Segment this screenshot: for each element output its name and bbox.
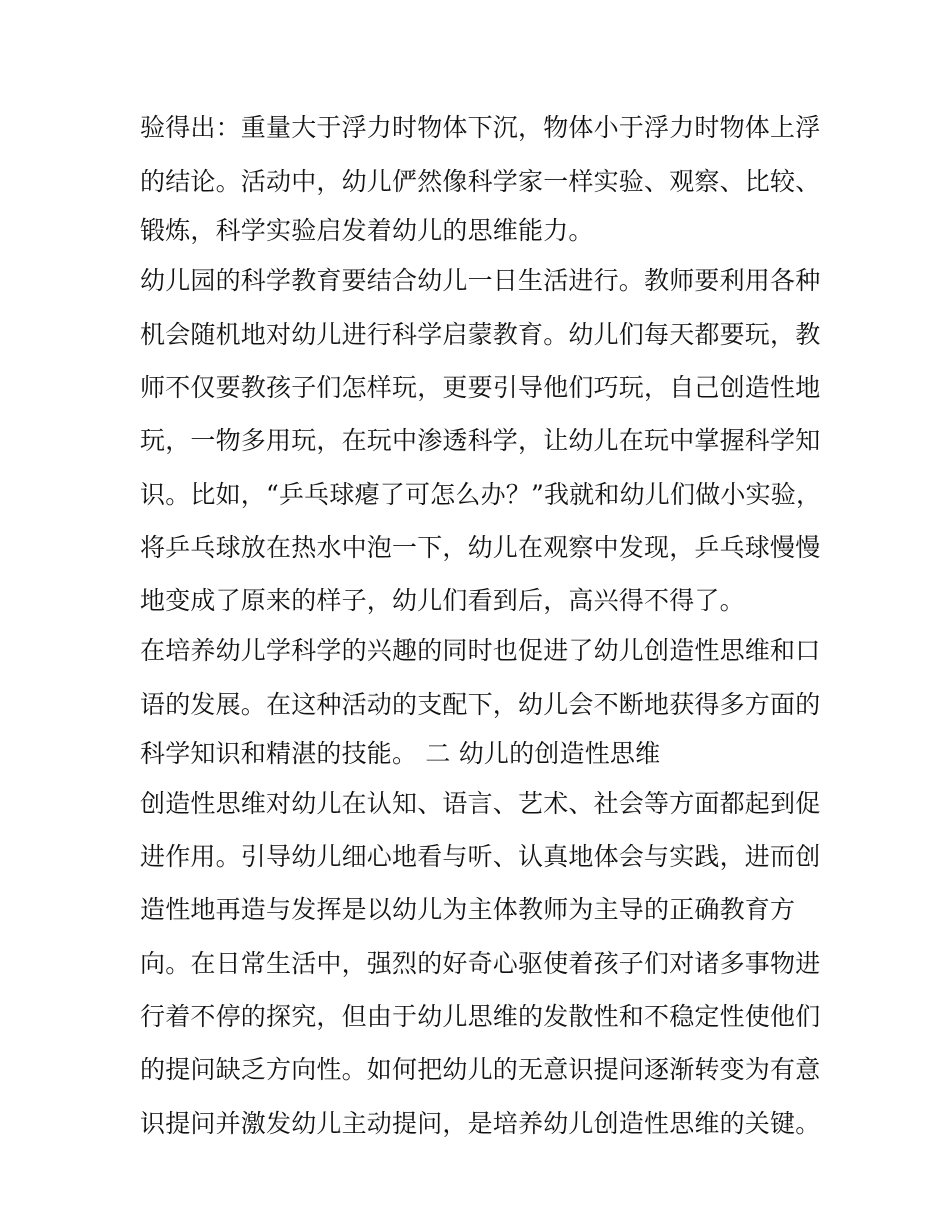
text-line: 创造性思维对幼儿在认知、语言、艺术、社会等方面都起到促 [140, 789, 821, 818]
text-line: 进作用。引导幼儿细心地看与听、认真地体会与实践，进而创 [140, 842, 821, 871]
text-line: 在培养幼儿学科学的兴趣的同时也促进了幼儿创造性思维和口 [140, 636, 821, 665]
text-line: 的结论。活动中，幼儿俨然像科学家一样实验、观察、比较、 [140, 167, 821, 196]
text-line: 科学知识和精湛的技能。 二 幼儿的创造性思维 [140, 739, 661, 768]
text-line: 验得出：重量大于浮力时物体下沉，物体小于浮力时物体上浮 [140, 113, 821, 142]
text-line: 师不仅要教孩子们怎样玩，更要引导他们巧玩，自己创造性地 [140, 373, 821, 402]
text-line: 造性地再造与发挥是以幼儿为主体教师为主导的正确教育方 [140, 895, 796, 924]
text-line: 锻炼，科学实验启发着幼儿的思维能力。 [140, 216, 594, 245]
text-line: 语的发展。在这种活动的支配下，幼儿会不断地获得多方面的 [140, 690, 821, 719]
text-line: 的提问缺乏方向性。如何把幼儿的无意识提问逐渐转变为有意 [140, 1055, 821, 1084]
text-line: 机会随机地对幼儿进行科学启蒙教育。幼儿们每天都要玩，教 [140, 320, 821, 349]
text-line: 地变成了原来的样子，幼儿们看到后，高兴得不得了。 [140, 586, 745, 615]
text-line: 识。比如，“乒乓球瘪了可怎么办？”我就和幼儿们做小实验， [140, 480, 822, 509]
text-line: 玩，一物多用玩，在玩中渗透科学，让幼儿在玩中掌握科学知 [140, 426, 821, 455]
text-line: 将乒乓球放在热水中泡一下，幼儿在观察中发现，乒乓球慢慢 [140, 533, 821, 562]
text-line: 行着不停的探究，但由于幼儿思维的发散性和不稳定性使他们 [140, 1002, 821, 1031]
text-line: 向。在日常生活中，强烈的好奇心驱使着孩子们对诸多事物进 [140, 949, 821, 978]
text-line: 幼儿园的科学教育要结合幼儿一日生活进行。教师要利用各种 [140, 266, 821, 295]
text-line: 识提问并激发幼儿主动提问，是培养幼儿创造性思维的关键。 [140, 1109, 821, 1138]
